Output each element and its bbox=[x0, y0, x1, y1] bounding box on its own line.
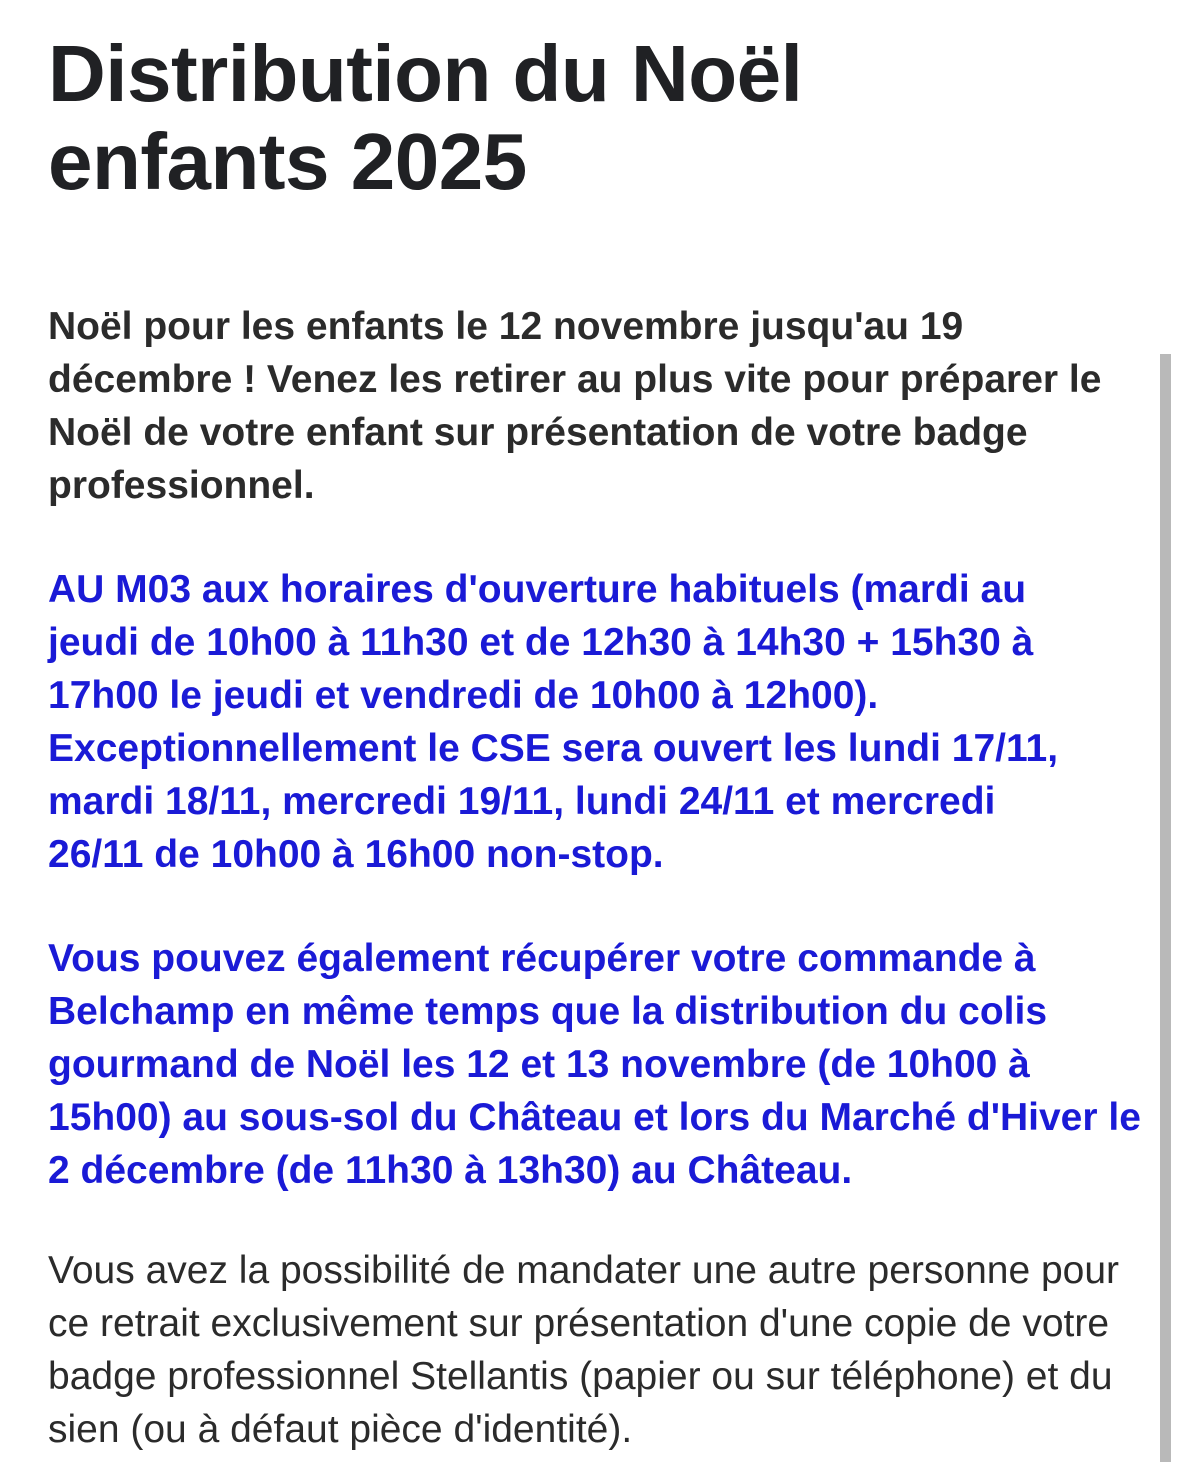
opening-hours-line: jeudi de 10h00 à 11h30 et de 12h30 à 14h30 + 15h30 à bbox=[48, 621, 1034, 664]
opening-hours-line: Exceptionnellement le CSE sera ouvert les lundi 17/11, bbox=[48, 727, 1059, 770]
page-title bbox=[48, 30, 1158, 206]
opening-hours-line: mardi 18/11, mercredi 19/11, lundi 24/11 et mercredi bbox=[48, 780, 996, 823]
page-title-line2: enfants 2025 bbox=[48, 117, 527, 206]
opening-hours-line: AU M03 aux horaires d'ouverture habituels (mardi au bbox=[48, 568, 1027, 611]
opening-hours-paragraph bbox=[48, 563, 1158, 881]
mandate-paragraph: Vous avez la possibilité de mandater une autre personne pour ce retrait exclusivement sur présentation d'une copie de votre badge professionnel Stellantis (papier ou sur téléphone) et du sien (ou à défaut pièce d'identité). bbox=[48, 1249, 1120, 1451]
opening-hours-line: 17h00 le jeudi et vendredi de 10h00 à 12h00). bbox=[48, 674, 879, 717]
scrollbar-thumb[interactable] bbox=[1160, 354, 1171, 1462]
intro-paragraph: Noël pour les enfants le 12 novembre jusqu'au 19 décembre ! Venez les retirer au plus vite pour préparer le Noël de votre enfant sur présentation de votre badge professionnel. bbox=[48, 305, 1102, 507]
article-content bbox=[48, 30, 1158, 1456]
opening-hours-line: 26/11 de 10h00 à 16h00 non-stop. bbox=[48, 833, 664, 876]
page-title-line1: Distribution du Noël bbox=[48, 29, 803, 118]
belchamp-paragraph: Vous pouvez également récupérer votre commande à Belchamp en même temps que la distribution du colis gourmand de Noël les 12 et 13 novembre (de 10h00 à 15h00) au sous-sol du Château et lors du Marché d'Hiver le 2 décembre (de 11h30 à 13h30) au Château. bbox=[48, 937, 1141, 1192]
